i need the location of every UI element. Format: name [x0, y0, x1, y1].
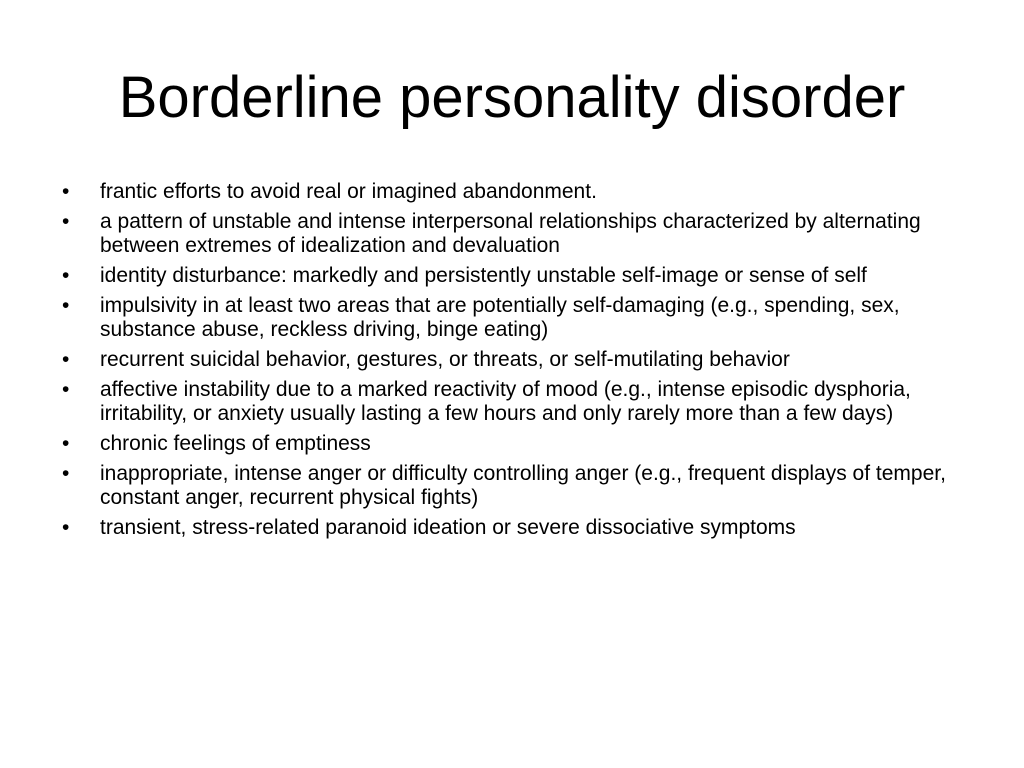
list-item: [62, 348, 972, 372]
bullet-text: affective instability due to a marked reactivity of mood (e.g., intense episodic dysphoria, irritability, or anxiety usually lasting a few hours and only rarely more than a few days): [100, 378, 911, 425]
bullet-icon: •: [62, 264, 70, 287]
list-item: [62, 378, 972, 426]
bullet-text: inappropriate, intense anger or difficulty controlling anger (e.g., frequent displays of temper, constant anger, recurrent physical fights): [100, 462, 946, 509]
bullet-text: impulsivity in at least two areas that are potentially self-damaging (e.g., spending, sex, substance abuse, reckless driving, binge eating): [100, 294, 900, 341]
bullet-text: identity disturbance: markedly and persistently unstable self-image or sense of self: [100, 264, 867, 287]
list-item: [62, 210, 972, 258]
bullet-text: recurrent suicidal behavior, gestures, or threats, or self-mutilating behavior: [100, 348, 790, 371]
bullet-icon: •: [62, 516, 70, 539]
bullet-icon: •: [62, 378, 70, 401]
slide-title: Borderline personality disorder: [118, 65, 906, 130]
list-item: [62, 180, 972, 204]
bullet-icon: •: [62, 432, 70, 455]
bullet-text: transient, stress-related paranoid ideation or severe dissociative symptoms: [100, 516, 796, 539]
list-item: [62, 516, 972, 540]
bullet-icon: •: [62, 180, 70, 203]
list-item: [62, 432, 972, 456]
list-item: [62, 264, 972, 288]
bullet-icon: •: [62, 462, 70, 485]
bullet-icon: •: [62, 348, 70, 371]
bullet-text: chronic feelings of emptiness: [100, 432, 371, 455]
list-item: [62, 462, 972, 510]
bullet-icon: •: [62, 294, 70, 317]
bullet-text: frantic efforts to avoid real or imagined abandonment.: [100, 180, 597, 203]
bullet-text: a pattern of unstable and intense interpersonal relationships characterized by alternating between extremes of idealization and devaluation: [100, 210, 921, 257]
bullet-list: [62, 180, 972, 546]
bullet-icon: •: [62, 210, 70, 233]
list-item: [62, 294, 972, 342]
